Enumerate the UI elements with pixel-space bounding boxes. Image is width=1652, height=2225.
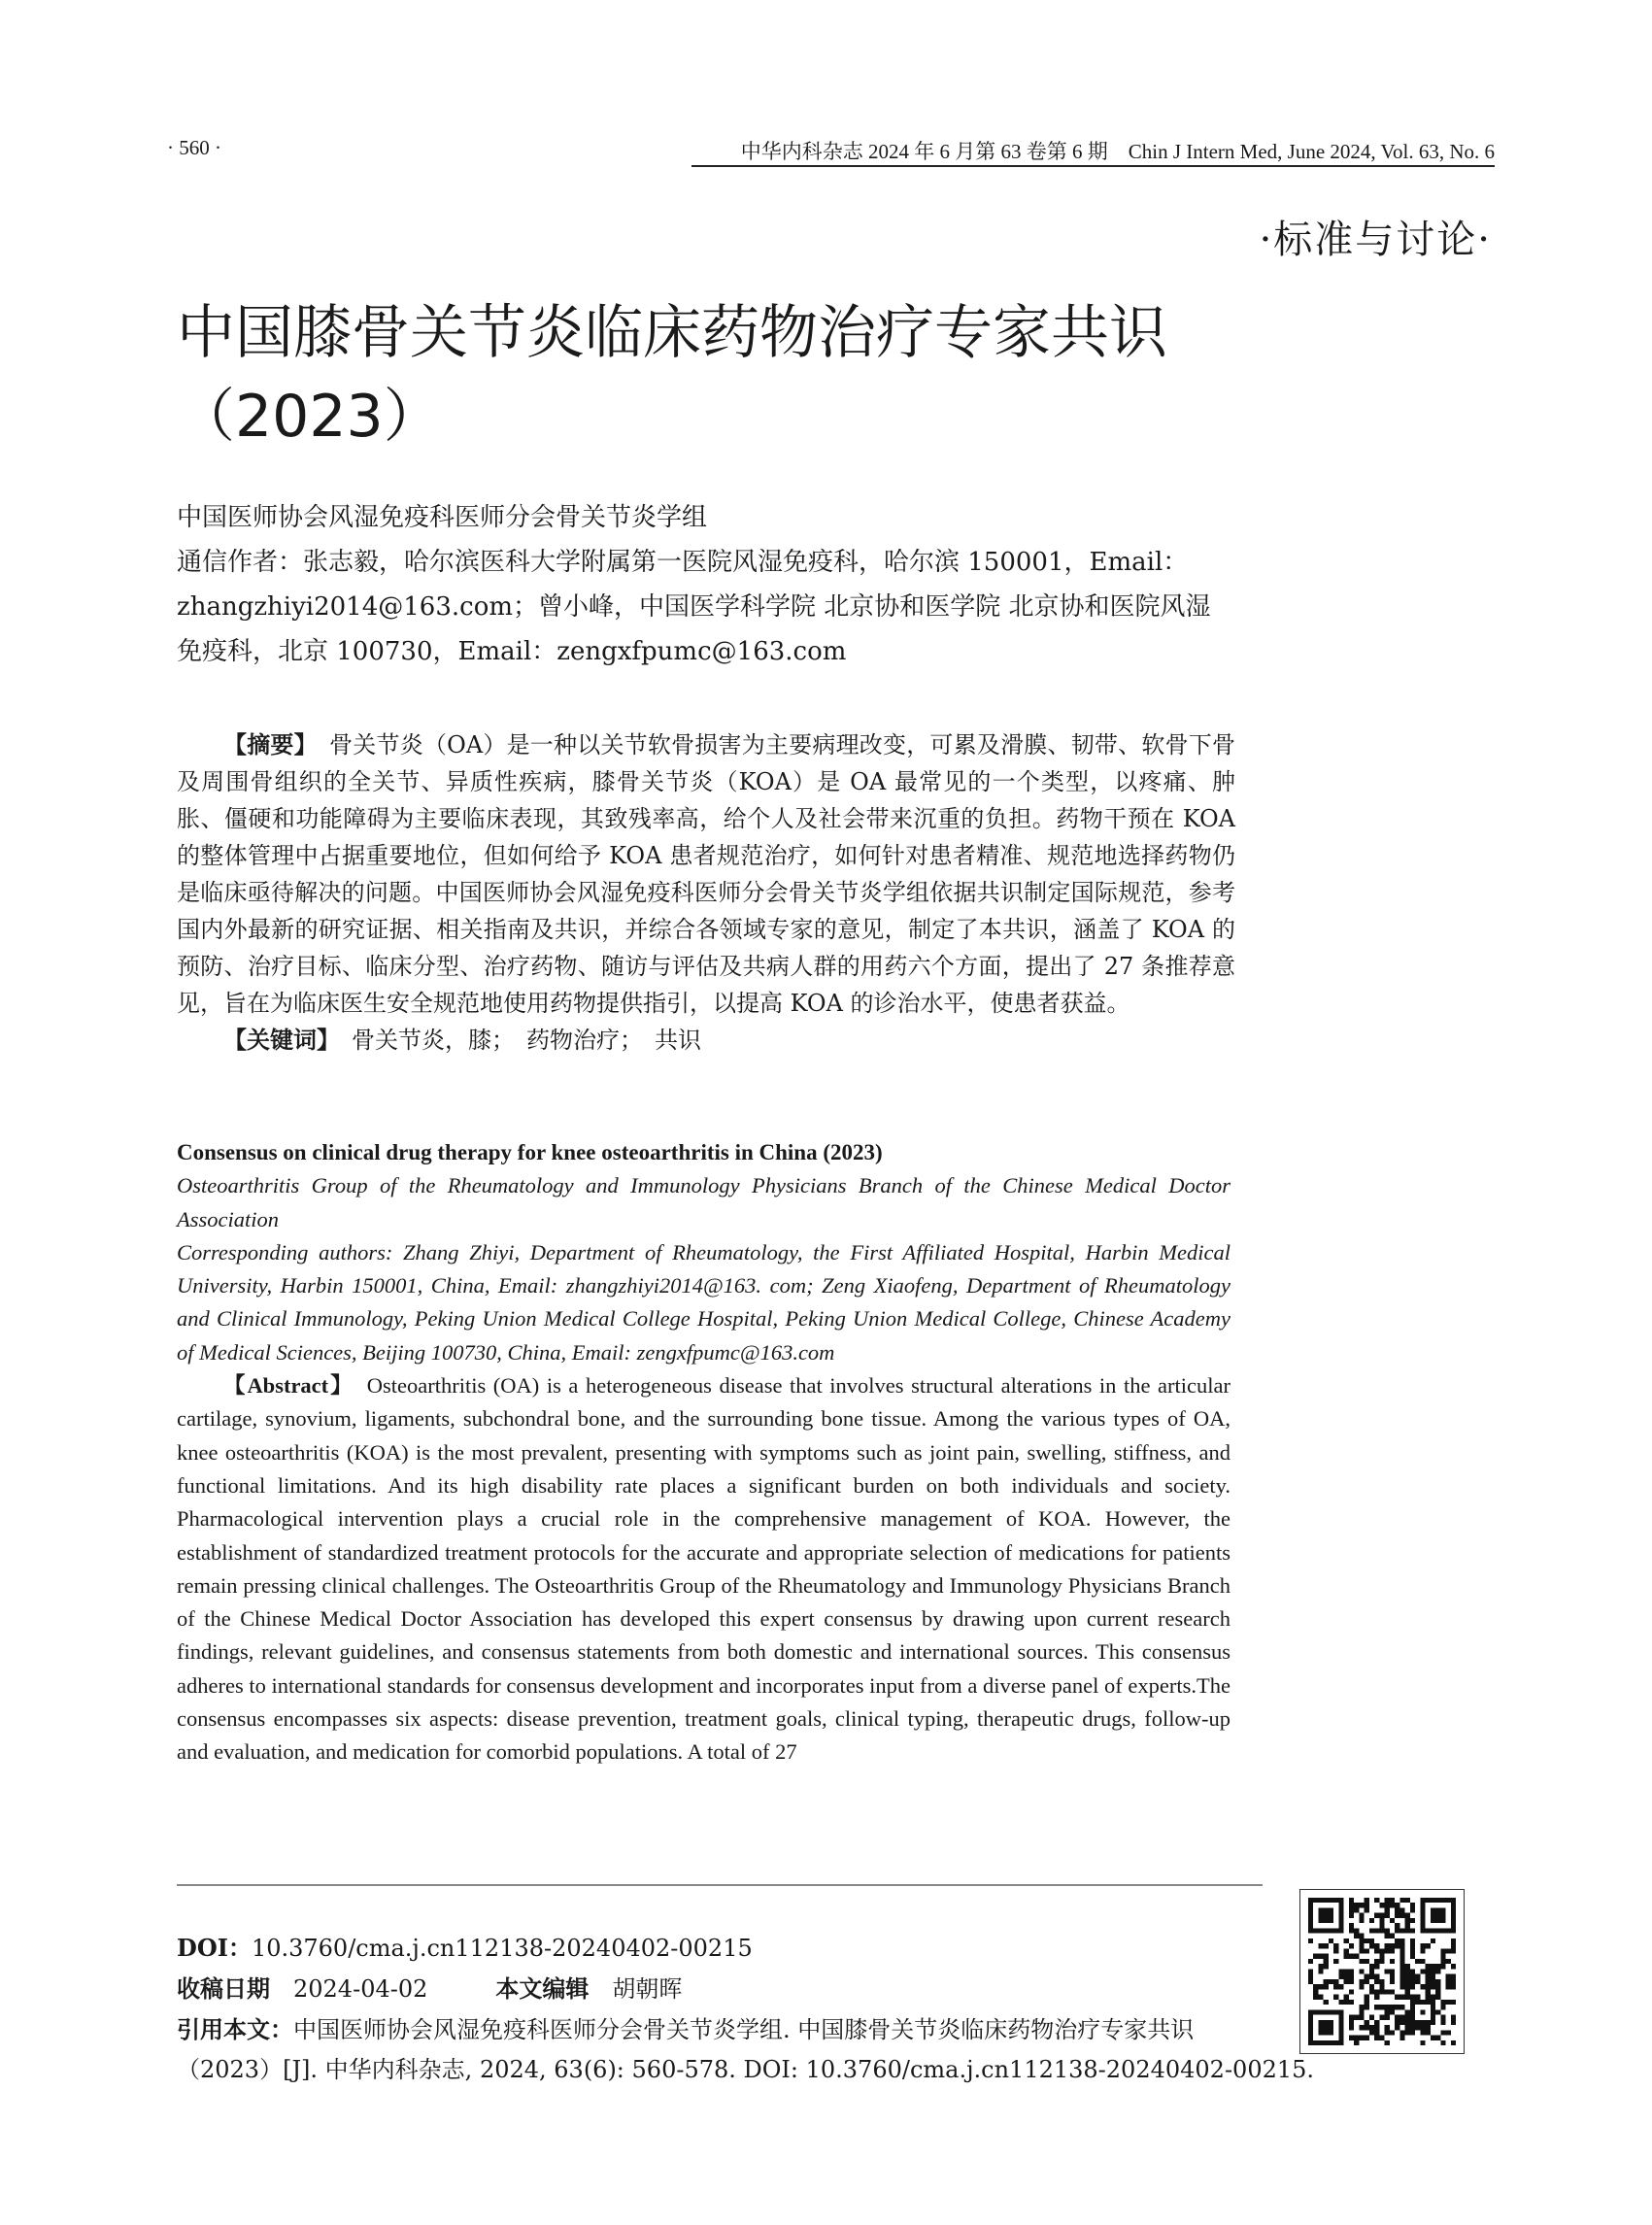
english-abstract bbox=[177, 1369, 1231, 1770]
cite-row-2: （2023）[J]. 中华内科杂志, 2024, 63(6): 560-578. DOI: 10.3760/cma.j.cn112138-20240402-00215. bbox=[177, 2056, 1315, 2083]
article-title bbox=[177, 291, 1342, 458]
title-line-2: （2023） bbox=[177, 383, 442, 451]
abstract-cn-paragraph bbox=[177, 726, 1235, 1022]
corresponding-line-2: zhangzhiyi2014@163.com；曾小峰，中国医学科学院 北京协和医学院 北京协和医院风湿 bbox=[177, 592, 1211, 622]
keywords-cn bbox=[177, 1022, 1235, 1059]
corresponding-line-1: 通信作者：张志毅，哈尔滨医科大学附属第一医院风湿免疫科，哈尔滨 150001，Email： bbox=[177, 548, 1189, 577]
cite-text-1: 中国医师协会风湿免疫科医师分会骨关节炎学组. 中国膝骨关节炎临床药物治疗专家共识 bbox=[293, 2016, 1195, 2043]
english-title: Consensus on clinical drug therapy for knee osteoarthritis in China (2023) bbox=[177, 1140, 883, 1164]
page-number: · 560 · bbox=[167, 136, 221, 159]
english-group: Osteoarthritis Group of the Rheumatology and Immunology Physicians Branch of the Chinese Medical Doctor Association bbox=[177, 1173, 1231, 1231]
doi-link[interactable]: 10.3760/cma.j.cn112138-20240402-00215 bbox=[251, 1935, 753, 1962]
abstract-cn-label: 【摘要】 bbox=[223, 730, 306, 759]
editor-label: 本文编辑 bbox=[495, 1974, 590, 2003]
journal-info: 中华内科杂志 2024 年 6 月第 63 卷第 6 期 Chin J Intern Med, June 2024, Vol. 63, No. 6 bbox=[740, 140, 1495, 163]
article-footer bbox=[177, 1928, 1315, 2090]
section-label: ·标准与讨论· bbox=[1259, 218, 1492, 262]
english-corresponding: Corresponding authors: Zhang Zhiyi, Department of Rheumatology, the First Affiliated Hospital, Harbin Medical University, Harbin 150001, China, Email: zhangzhiyi2014@163. com; Zeng Xiaofeng, Department of Rheumatology and Clinical Immunology, Peking Union Medical College Hospital, Peking Union Medical College, Chinese Academy of Medical Sciences, Beijing 100730, China, Email: zengxfpumc@163.com bbox=[177, 1239, 1231, 1365]
received-label: 收稿日期 bbox=[177, 1974, 270, 2003]
author-block bbox=[177, 495, 1332, 674]
footer-divider bbox=[177, 1884, 1263, 1886]
title-line-1: 中国膝骨关节炎临床药物治疗专家共识 bbox=[177, 299, 1167, 367]
abstract-chinese bbox=[177, 726, 1235, 1059]
cite-label: 引用本文： bbox=[177, 2015, 293, 2043]
keywords-cn-text: 骨关节炎，膝； 药物治疗； 共识 bbox=[352, 1027, 701, 1054]
editor-name: 胡朝晖 bbox=[612, 1975, 683, 2003]
corresponding-line-3: 免疫科，北京 100730，Email：zengxfpumc@163.com bbox=[177, 637, 847, 666]
page-header bbox=[0, 0, 1652, 175]
english-abstract-text: Osteoarthritis (OA) is a heterogeneous disease that involves structural alterations in the articular cartilage, synovium, ligaments, subchondral bone, and the surrounding bone tissue. Among the various types of OA, knee osteoarthritis (KOA) is the most prevalent, presenting with symptoms such as joint pain, swelling, stiffness, and functional limitations. And its high disability rate places a significant burden on both individuals and society. Pharmacological intervention plays a crucial role in the comprehensive management of KOA. However, the establishment of standardized treatment protocols for the accurate and appropriate selection of medications for patients remain pressing clinical challenges. The Osteoarthritis Group of the Rheumatology and Immunology Physicians Branch of the Chinese Medical Doctor Association has developed this expert consensus by drawing upon current research findings, relevant guidelines, and consensus statements from both domestic and international sources. This consensus adheres to international standards for consensus development and incorporates input from a diverse panel of experts.The consensus encompasses six aspects: disease prevention, treatment goals, clinical typing, therapeutic drugs, follow-up and evaluation, and medication for comorbid populations. A total of 27 bbox=[177, 1373, 1231, 1765]
english-abstract-label: 【Abstract】 bbox=[223, 1373, 344, 1399]
doi-row bbox=[177, 1928, 1274, 1969]
received-date: 2024-04-02 bbox=[293, 1975, 428, 2003]
header-divider bbox=[691, 165, 1495, 167]
doi-label: DOI： bbox=[177, 1934, 252, 1962]
received-row bbox=[177, 1969, 1274, 2009]
qr-code[interactable] bbox=[1299, 1889, 1465, 2054]
author-group: 中国医师协会风湿免疫科医师分会骨关节炎学组 bbox=[177, 503, 708, 532]
abstract-cn-text: 骨关节炎（OA）是一种以关节软骨损害为主要病理改变，可累及滑膜、韧带、软骨下骨及周围骨组织的全关节、异质性疾病，膝骨关节炎（KOA）是 OA 最常见的一个类型，以疼痛、肿胀、僵硬和功能障碍为主要临床表现，其致残率高，给个人及社会带来沉重的负担。药物干预在 KOA 的整体管理中占据重要地位，但如何给予 KOA 患者规范治疗，如何针对患者精准、规范地选择药物仍是临床亟待解决的问题。中国医师协会风湿免疫科医师分会骨关节炎学组依据共识制定国际规范，参考国内外最新的研究证据、相关指南及共识，并综合各领域专家的意见，制定了本共识，涵盖了 KOA 的预防、治疗目标、临床分型、治疗药物、随访与评估及共病人群的用药六个方面，提出了 27 条推荐意见，旨在为临床医生安全规范地使用药物提供指引，以提高 KOA 的诊治水平，使患者获益。 bbox=[177, 731, 1235, 1017]
cite-row-1 bbox=[177, 2009, 1274, 2050]
english-abstract-block bbox=[177, 1136, 1231, 1770]
keywords-cn-label: 【关键词】 bbox=[223, 1026, 328, 1054]
qr-code-icon bbox=[1308, 1898, 1456, 2045]
